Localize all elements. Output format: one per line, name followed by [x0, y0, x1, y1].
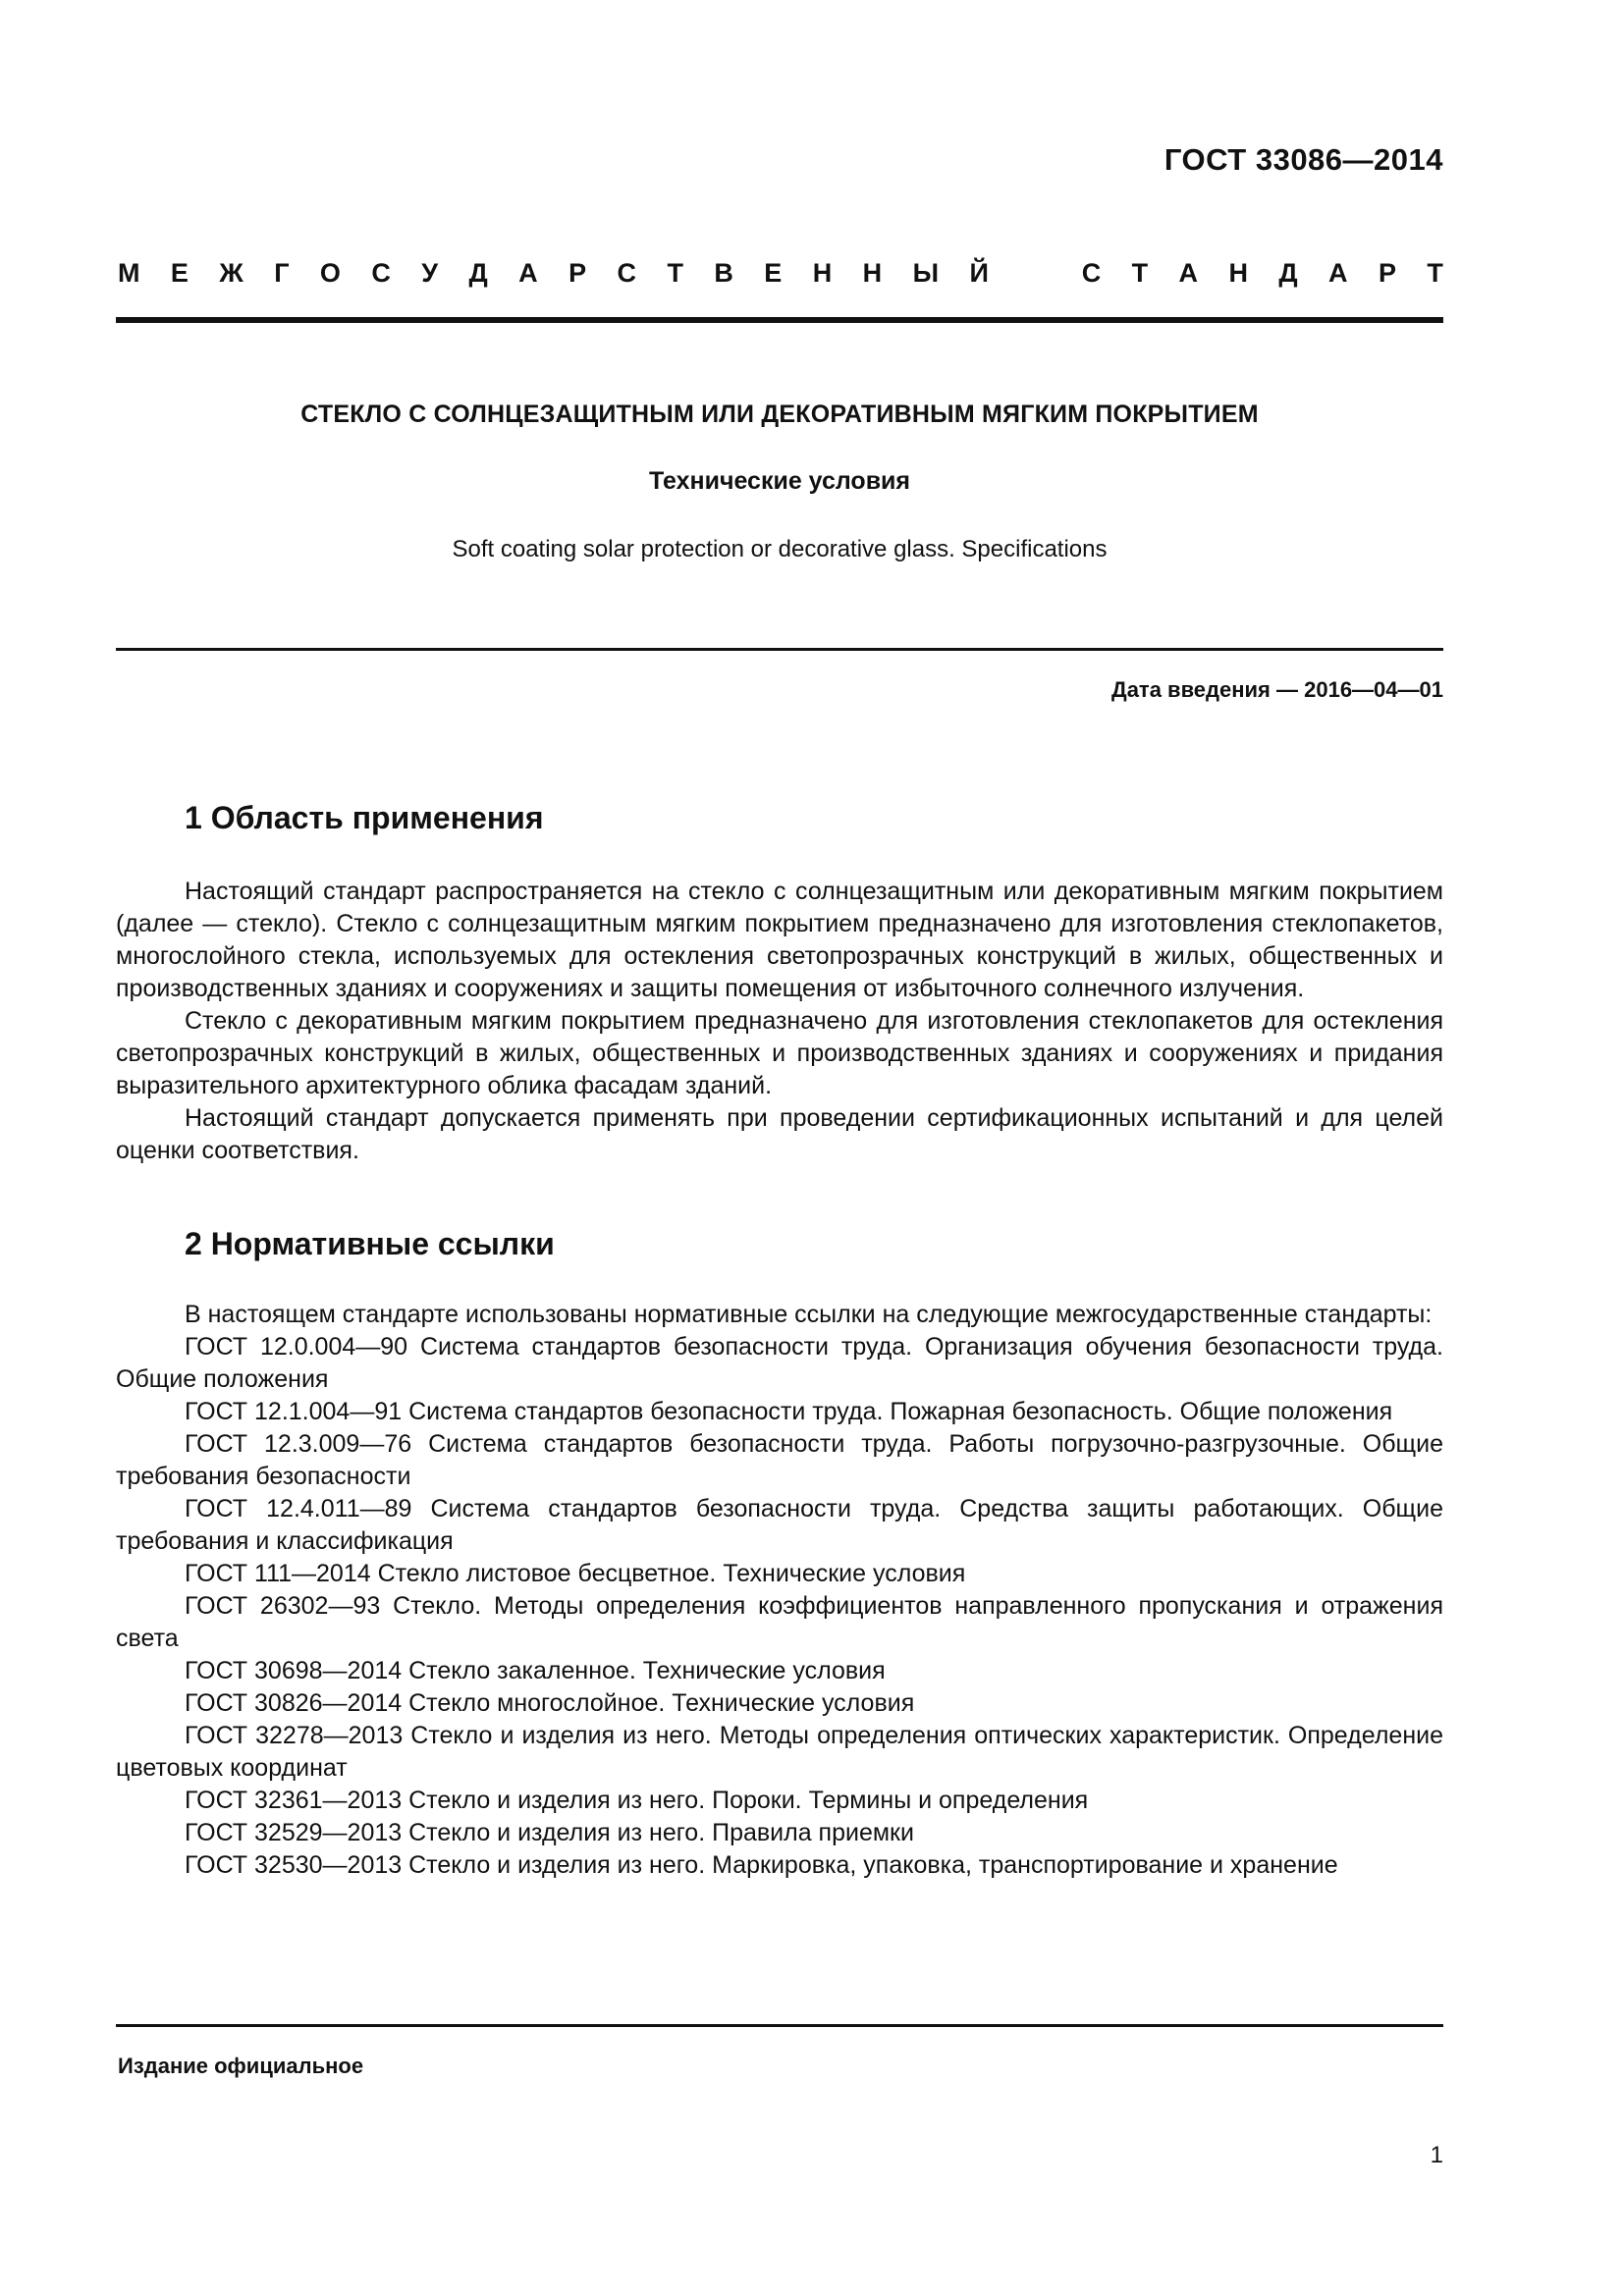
paragraph: Настоящий стандарт распространяется на стекло с солнцезащитным или декоративным мягким покрытием (далее — стекло). Стекло с солнцезащитным мягким покрытием предназначено для изготовления стеклопакетов, многослойного стекла, используемых для остекления светопрозрачных конструкций в жилых, общественных и производственных зданиях и сооружениях и защиты помещения от избыточного солнечного излучения.: [116, 878, 1443, 1002]
banner-letter: А: [518, 258, 538, 288]
reference-item: ГОСТ 12.0.004—90 Система стандартов безопасности труда. Организация обучения безопасности труда. Общие положения: [116, 1333, 1443, 1393]
banner-letter: У: [421, 258, 439, 288]
banner-letter: Е: [764, 258, 783, 288]
paragraph: Настоящий стандарт допускается применять при проведении сертификационных испытаний и для целей оценки соответствия.: [116, 1104, 1443, 1164]
reference-item: ГОСТ 111—2014 Стекло листовое бесцветное. Технические условия: [185, 1560, 966, 1587]
reference-item: ГОСТ 32278—2013 Стекло и изделия из него. Методы определения оптических характеристик. Определение цветовых координат: [116, 1722, 1443, 1782]
paragraph: Стекло с декоративным мягким покрытием предназначено для изготовления стеклопакетов для остекления светопрозрачных конструкций в жилых, общественных и производственных зданиях и сооружениях и придания выразительного архитектурного облика фасадам зданий.: [116, 1007, 1443, 1099]
banner-letter: Т: [667, 258, 683, 288]
banner-letter: Й: [969, 258, 989, 288]
banner-letter: Р: [568, 258, 587, 288]
banner-letter: О: [319, 258, 341, 288]
banner-word-gap: [1019, 258, 1051, 289]
banner-letter: Т: [1427, 258, 1443, 288]
banner-letter: М: [118, 258, 140, 288]
banner-letter: Р: [1378, 258, 1396, 288]
reference-item: ГОСТ 30826—2014 Стекло многослойное. Технические условия: [185, 1689, 915, 1717]
section-heading-references: 2 Нормативные ссылки: [185, 1226, 555, 1261]
reference-item: ГОСТ 12.4.011—89 Система стандартов безопасности труда. Средства защиты работающих. Общие требования и классификация: [116, 1495, 1443, 1555]
banner-letter: Н: [812, 258, 833, 288]
banner-letter: С: [617, 258, 637, 288]
reference-item: ГОСТ 30698—2014 Стекло закаленное. Технические условия: [185, 1657, 886, 1684]
title-rule: [116, 648, 1443, 651]
banner-letter: Ы: [912, 258, 940, 288]
banner-letter: С: [371, 258, 391, 288]
reference-item: ГОСТ 12.3.009—76 Система стандартов безопасности труда. Работы погрузочно-разгрузочные. Общие требования безопасности: [116, 1430, 1443, 1490]
reference-item: ГОСТ 32361—2013 Стекло и изделия из него. Пороки. Термины и определения: [185, 1787, 1089, 1814]
section-heading-scope: 1 Область применения: [185, 800, 544, 835]
banner-letter: А: [1328, 258, 1348, 288]
footer-rule: [116, 2024, 1443, 2027]
document-number: ГОСТ 33086—2014: [1163, 142, 1443, 177]
reference-item: ГОСТ 32530—2013 Стекло и изделия из него. Маркировка, упаковка, транспортирование и хранение: [185, 1851, 1338, 1879]
banner-letter: Н: [862, 258, 883, 288]
banner-letter: Д: [1278, 258, 1298, 288]
introduction-date: Дата введения — 2016—04—01: [1111, 677, 1443, 702]
header-rule: [116, 317, 1443, 323]
banner-letter: С: [1081, 258, 1102, 288]
section-body-references: [116, 1299, 1443, 1882]
reference-item: ГОСТ 26302—93 Стекло. Методы определения коэффициентов направленного пропускания и отражения света: [116, 1592, 1443, 1652]
banner-letter: В: [714, 258, 733, 288]
banner-letter: Д: [468, 258, 488, 288]
reference-item: ГОСТ 32529—2013 Стекло и изделия из него. Правила приемки: [185, 1819, 914, 1846]
reference-item: ГОСТ 12.1.004—91 Система стандартов безопасности труда. Пожарная безопасность. Общие положения: [185, 1398, 1393, 1425]
document-subtitle: Технические условия: [648, 467, 911, 495]
english-title: Soft coating solar protection or decorative glass. Specifications: [452, 536, 1108, 562]
official-edition-label: Издание официальное: [118, 2054, 364, 2078]
paragraph: В настоящем стандарте использованы нормативные ссылки на следующие межгосударственные стандарты:: [185, 1301, 1433, 1328]
banner-letter: Ж: [219, 258, 243, 288]
banner-letter: Г: [274, 258, 290, 288]
banner-letter: А: [1178, 258, 1199, 288]
banner-letter: Т: [1131, 258, 1149, 288]
banner-letter: Н: [1228, 258, 1248, 288]
section-body-scope: [116, 876, 1443, 1167]
page-number: 1: [1430, 2142, 1443, 2168]
interstate-standard-banner: [118, 258, 1443, 289]
document-title: СТЕКЛО С СОЛНЦЕЗАЩИТНЫМ ИЛИ ДЕКОРАТИВНЫМ МЯГКИМ ПОКРЫТИЕМ: [300, 400, 1259, 428]
banner-letter: Е: [170, 258, 189, 288]
